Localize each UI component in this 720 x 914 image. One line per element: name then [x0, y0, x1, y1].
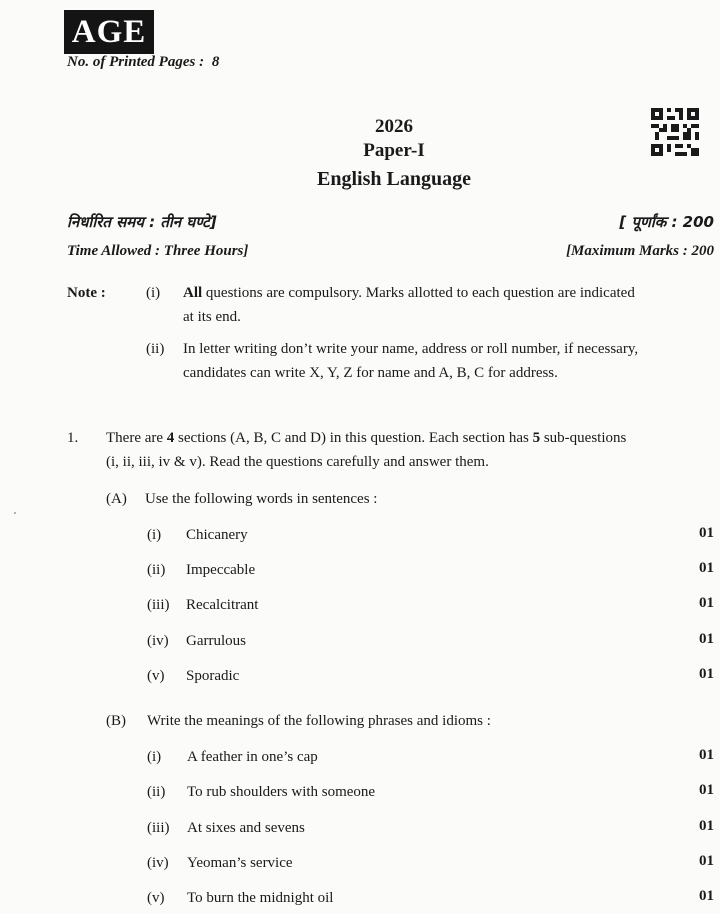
- note-bold-word: All: [183, 285, 203, 301]
- note-item-number: (i): [146, 285, 161, 301]
- section-instruction: Use the following words in sentences :: [145, 491, 378, 507]
- marks-value: 01: [699, 560, 714, 576]
- list-item-number: (iv): [147, 855, 169, 871]
- list-item-number: (ii): [147, 784, 166, 800]
- list-item: Yeoman’s service: [187, 855, 293, 871]
- note-label: Note :: [67, 285, 106, 301]
- note-item: In letter writing don’t write your name, address or roll number, if necessary, candidates can write X, Y, Z for name and A, B, C for address.: [183, 341, 639, 381]
- exam-year: 2026: [375, 116, 413, 137]
- list-item-number: (iii): [147, 820, 170, 836]
- list-item-number: (iii): [147, 597, 170, 613]
- note-item-number: (ii): [146, 341, 165, 357]
- list-item: Impeccable: [186, 562, 256, 578]
- section-label: (B): [106, 713, 126, 729]
- marks-value: 01: [699, 525, 714, 541]
- question-number: 1.: [67, 430, 79, 446]
- list-item-number: (i): [147, 527, 162, 543]
- list-item-number: (v): [147, 668, 165, 684]
- printed-pages-value: 8: [211, 54, 220, 70]
- list-item: Recalcitrant: [186, 597, 259, 613]
- list-item: At sixes and sevens: [187, 820, 305, 836]
- subject-title: English Language: [317, 168, 471, 190]
- note-item: All questions are compulsory. Marks allotted to each question are indicated at its end.: [183, 285, 635, 325]
- marks-value: 01: [699, 747, 714, 763]
- printed-pages-label: No. of Printed Pages :: [67, 54, 205, 70]
- qr-code-icon: [651, 108, 699, 156]
- list-item: Garrulous: [186, 633, 246, 649]
- section-instruction: Write the meanings of the following phrases and idioms :: [147, 713, 491, 729]
- max-marks: [Maximum Marks : 200: [566, 243, 714, 259]
- list-item: Chicanery: [186, 527, 248, 543]
- list-item-number: (ii): [147, 562, 166, 578]
- printed-pages: [67, 54, 219, 71]
- scan-speck: [14, 512, 16, 514]
- marks-value: 01: [699, 666, 714, 682]
- marks-value: 01: [699, 782, 714, 798]
- paper-number: Paper-I: [363, 140, 425, 161]
- question-instruction: There are 4 sections (A, B, C and D) in this question. Each section has 5 sub-questions (i, ii, iii, iv & v). Read the questions carefully and answer them.: [106, 430, 627, 470]
- paper-code-box: AGE: [64, 10, 154, 54]
- marks-value: 01: [699, 631, 714, 647]
- time-allowed-hindi: निर्धारित समय : तीन घण्टे]: [67, 213, 217, 231]
- time-allowed: Time Allowed : Three Hours]: [67, 243, 249, 259]
- marks-value: 01: [699, 595, 714, 611]
- marks-value: 01: [699, 853, 714, 869]
- max-marks-hindi: [ पूर्णांक : 200: [619, 213, 714, 231]
- list-item: Sporadic: [186, 668, 240, 684]
- marks-value: 01: [699, 818, 714, 834]
- list-item: To burn the midnight oil: [187, 890, 334, 906]
- list-item-number: (iv): [147, 633, 169, 649]
- list-item-number: (i): [147, 749, 162, 765]
- list-item: A feather in one’s cap: [187, 749, 318, 765]
- list-item: To rub shoulders with someone: [187, 784, 376, 800]
- list-item-number: (v): [147, 890, 165, 906]
- section-label: (A): [106, 491, 127, 507]
- marks-value: 01: [699, 888, 714, 904]
